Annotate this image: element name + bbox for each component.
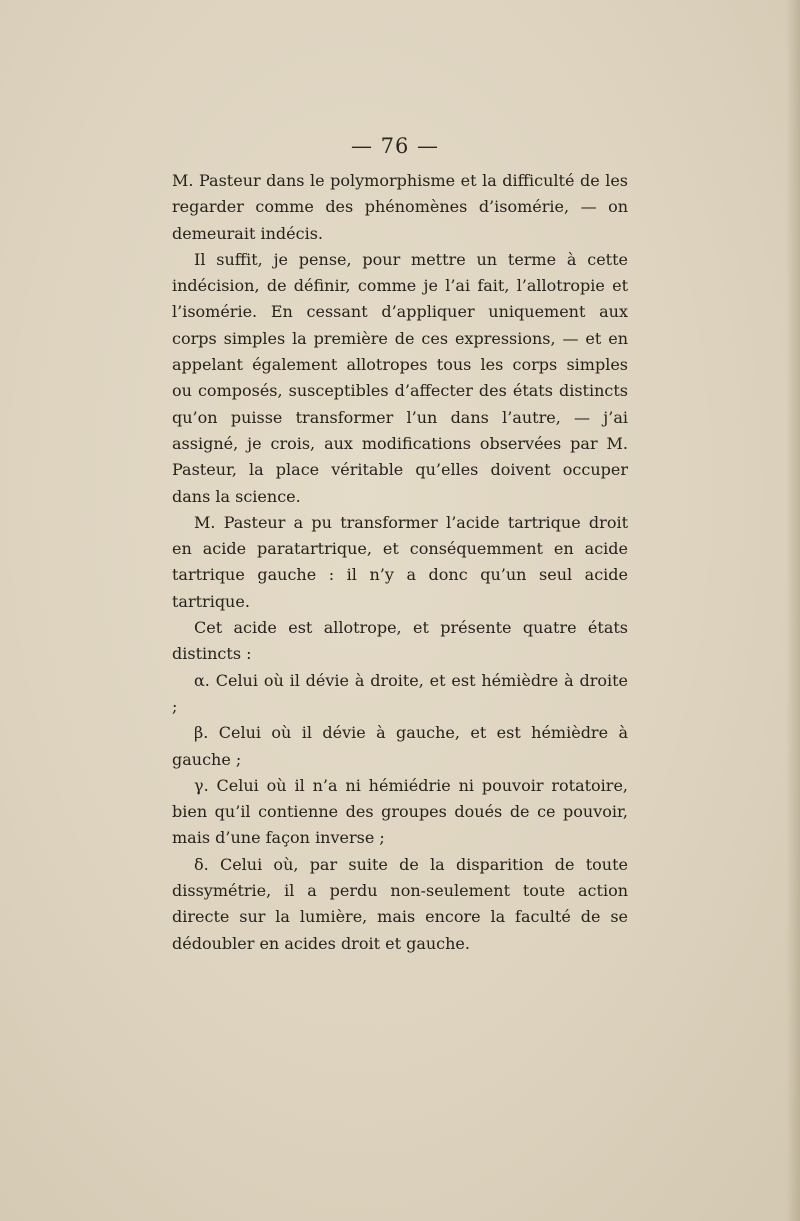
paragraph-1: M. Pasteur dans le polymorphisme et la difficulté de les regarder comme des phénomènes d’isomérie, — on demeurait indécis. — [172, 171, 628, 243]
paragraph-3: M. Pasteur a pu transformer l’acide tartrique droit en acide paratartrique, et conséquemment en acide tartrique gauche : il n’y a donc qu’un seul acide tartrique. — [172, 512, 628, 611]
list-item-alpha: α. Celui où il dévie à droite, et est hémièdre à droite ; — [172, 670, 628, 716]
page-number: — 76 — — [350, 134, 440, 158]
list-item-gamma: γ. Celui où il n’a ni hémiédrie ni pouvoir rotatoire, bien qu’il contienne des groupes doués de ce pouvoir, mais d’une façon inverse ; — [172, 775, 628, 848]
list-item-beta: β. Celui où il dévie à gauche, et est hémièdre à gauche ; — [172, 723, 628, 769]
body-text — [172, 168, 628, 957]
page-edge-shadow — [786, 0, 800, 1221]
paragraph-4: Cet acide est allotrope, et présente quatre états distincts : — [172, 618, 628, 664]
list-item-delta: δ. Celui où, par suite de la disparition de toute dissymétrie, il a perdu non-seulement toute action directe sur la lumière, mais encore la faculté de se dédoubler en acides droit et gauche. — [172, 854, 628, 953]
paragraph-2: Il suffit, je pense, pour mettre un terme à cette indécision, de définir, comme je l’ai fait, l’allotropie et l’isomérie. En cessant d’appliquer uniquement aux corps simples la première de ces expressions, — et en appelant également allotropes tous les corps simples ou composés, susceptibles d’affecter des états distincts qu’on puisse transformer l’un dans l’autre, — j’ai assigné, je crois, aux modifications observées par M. Pasteur, la place véritable qu’elles doivent occuper dans la science. — [172, 249, 628, 506]
